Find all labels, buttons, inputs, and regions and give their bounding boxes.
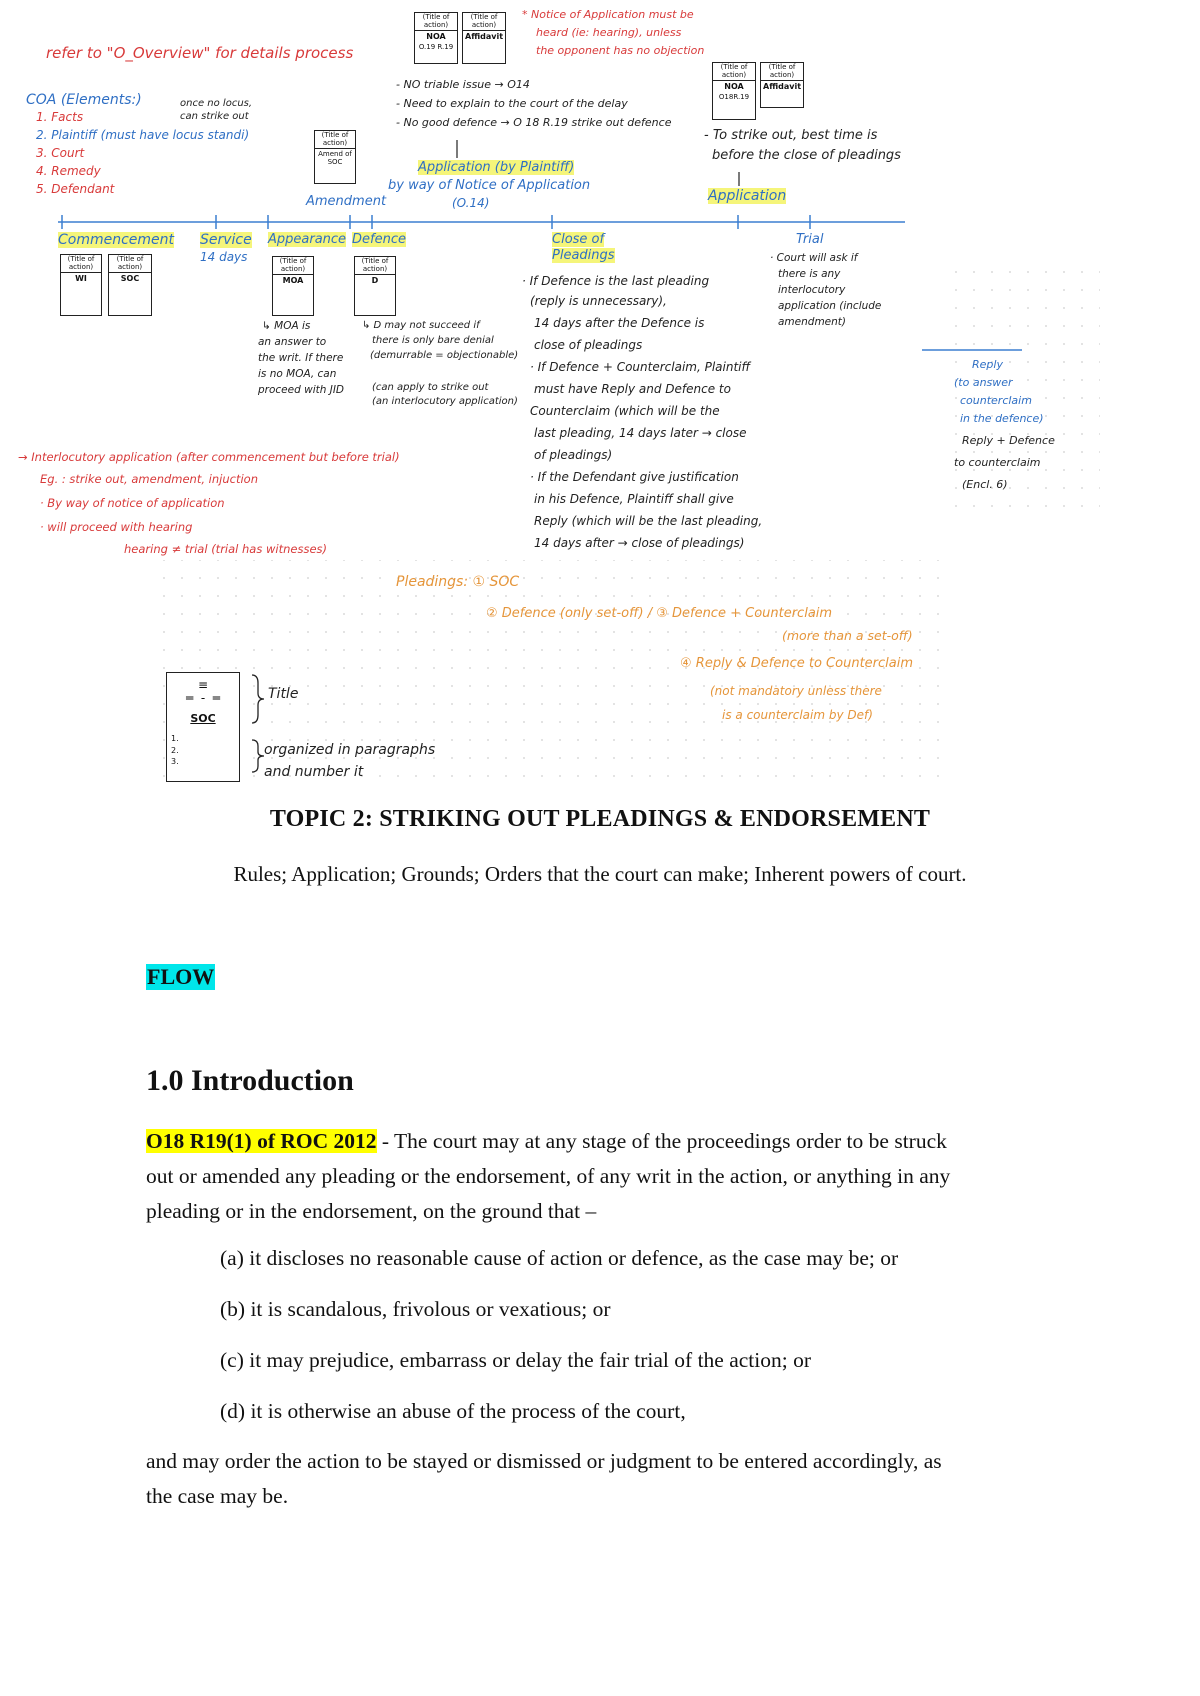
affidavit-doc-box: (Title of action) Affidavit (462, 12, 506, 64)
timeline-label-appearance: Appearance (268, 232, 347, 247)
interlocutory-note: hearing ≠ trial (trial has witnesses) (124, 542, 328, 556)
interlocutory-note: Eg. : strike out, amendment, injuction (40, 472, 258, 486)
moa-note: the writ. If there (258, 352, 344, 364)
amendment-label: Amendment (306, 194, 387, 209)
rule-paragraph (146, 1124, 1066, 1229)
writ-doc-box: (Title of action) WI (60, 254, 102, 316)
close-note: must have Reply and Defence to (534, 382, 731, 396)
pleadings-list-item: is a counterclaim by Def) (722, 708, 873, 722)
trial-note: · Court will ask if (770, 252, 858, 264)
rule-text: - The court may at any stage of the proceedings order to be struck (376, 1129, 947, 1153)
soc-para-note: and number it (264, 764, 364, 780)
soc-doc-box: (Title of action) SOC (108, 254, 152, 316)
reply-note: counterclaim (960, 394, 1032, 407)
service-days: 14 days (200, 250, 248, 264)
reply-note: in the defence) (960, 412, 1044, 425)
timeline-label-commencement: Commencement (58, 232, 175, 248)
coa-item: 1. Facts (36, 110, 84, 124)
rule-text: out or amended any pleading or the endorsement, of any writ in the action, or anything in any (146, 1164, 951, 1188)
close-note: in his Defence, Plaintiff shall give (534, 492, 734, 506)
pleadings-list-item: (more than a set-off) (782, 628, 913, 643)
defence-doc-box: (Title of action) D (354, 256, 396, 316)
reply-note: (Encl. 6) (962, 478, 1008, 491)
close-note: Reply (which will be the last pleading, (534, 514, 763, 528)
close-note: · If Defence is the last pleading (522, 274, 710, 288)
soc-title-note: Title (268, 686, 299, 702)
moa-note: is no MOA, can (258, 368, 337, 380)
close-note: Counterclaim (which will be the (530, 404, 720, 418)
ground-item-d: (d) it is otherwise an abuse of the process of the court, (220, 1399, 686, 1423)
soc-format-box: ≡ ═ - ═ SOC 1. 2. 3. (166, 672, 240, 782)
pleadings-list-item: (not mandatory unless there (710, 684, 882, 698)
middle-note: - Need to explain to the court of the delay (396, 97, 628, 110)
interlocutory-note: → Interlocutory application (after commencement but before trial) (18, 450, 400, 464)
defence-note: ↳ D may not succeed if (362, 320, 480, 331)
pleadings-list-item: ④ Reply & Defence to Counterclaim (680, 656, 914, 671)
trial-note: amendment) (778, 316, 846, 328)
topic-title: TOPIC 2: STRIKING OUT PLEADINGS & ENDORSEMENT (269, 806, 931, 832)
trial-note: interlocutory (778, 284, 846, 296)
close-note: close of pleadings (534, 338, 643, 352)
application-plaintiff-label: Application (by Plaintiff) (418, 160, 575, 175)
middle-note: - No good defence → O 18 R.19 strike out defence (396, 116, 672, 129)
soc-para-note: organized in paragraphs (264, 742, 436, 758)
coa-side-note: can strike out (180, 111, 249, 122)
timeline-label-close-of-pleadings: Close of Pleadings (552, 232, 615, 264)
close-note: · If the Defendant give justification (530, 470, 739, 484)
trial-note: there is any (778, 268, 841, 280)
refer-note: refer to "O_Overview" for details process (46, 44, 354, 62)
defence-note: (demurrable = objectionable) (370, 350, 519, 361)
closing-paragraph (146, 1444, 1066, 1514)
timeline-label-defence: Defence (352, 232, 406, 247)
defence-note: there is only bare denial (372, 335, 494, 346)
closing-text: and may order the action to be stayed or dismissed or judgment to be entered accordingly, as (146, 1449, 942, 1473)
rule-reference: O18 R19(1) of ROC 2012 (146, 1129, 377, 1153)
by-way-notice-note: (O.14) (452, 196, 490, 210)
rule-text: pleading or in the endorsement, on the ground that – (146, 1199, 597, 1223)
notice-note: the opponent has no objection (536, 44, 705, 57)
coa-side-note: once no locus, (180, 98, 253, 109)
moa-note: an answer to (258, 336, 327, 348)
close-note: 14 days after → close of pleadings) (534, 536, 745, 550)
close-note: 14 days after the Defence is (534, 316, 705, 330)
affidavit-right-doc-box: (Title of action) Affidavit (760, 62, 804, 108)
ground-item-b: (b) it is scandalous, frivolous or vexatious; or (220, 1297, 611, 1321)
interlocutory-note: · will proceed with hearing (40, 520, 193, 534)
ground-item-c: (c) it may prejudice, embarrass or delay the fair trial of the action; or (220, 1348, 811, 1372)
notice-note: * Notice of Application must be (522, 8, 694, 21)
noa-doc-box: (Title of action) NOA O.19 R.19 (414, 12, 458, 64)
coa-item: 2. Plaintiff (must have locus standi) (36, 128, 250, 142)
reply-note: Reply + Defence (962, 434, 1055, 447)
coa-title: COA (Elements:) (26, 92, 142, 108)
pleadings-list-item: ② Defence (only set-off) / ③ Defence + Counterclaim (486, 606, 833, 621)
moa-note: ↳ MOA is (262, 320, 311, 332)
moa-doc-box: (Title of action) MOA (272, 256, 314, 316)
section-heading: 1.0 Introduction (146, 1064, 354, 1097)
strike-out-note: - To strike out, best time is (704, 128, 878, 143)
by-way-notice-note: by way of Notice of Application (388, 178, 591, 193)
coa-item: 5. Defendant (36, 182, 115, 196)
coa-item: 3. Court (36, 146, 85, 160)
pleadings-list-item: Pleadings: ① SOC (396, 574, 520, 590)
close-note: of pleadings) (534, 448, 613, 462)
interlocutory-note: · By way of notice of application (40, 496, 225, 510)
amendment-doc-box: (Title of action) Amend of SOC (314, 130, 356, 184)
reply-note: to counterclaim (954, 456, 1041, 469)
handwritten-timeline-diagram (0, 0, 1200, 800)
application-right-label: Application (708, 188, 787, 204)
timeline-label-service: Service (200, 232, 252, 248)
trial-note: application (include (778, 300, 882, 312)
defence-note: (an interlocutory application) (372, 396, 518, 407)
topic-subtitle: Rules; Application; Grounds; Orders that the court can make; Inherent powers of court. (233, 862, 967, 886)
close-note: last pleading, 14 days later → close (534, 426, 747, 440)
flow-link[interactable]: FLOW (147, 964, 215, 989)
middle-note: - NO triable issue → O14 (396, 78, 530, 91)
closing-text: the case may be. (146, 1484, 289, 1508)
noa-right-doc-box: (Title of action) NOA O18R.19 (712, 62, 756, 120)
moa-note: proceed with JID (258, 384, 344, 396)
close-note: (reply is unnecessary), (530, 294, 667, 308)
ground-item-a: (a) it discloses no reasonable cause of action or defence, as the case may be; or (220, 1246, 899, 1270)
reply-note: Reply (972, 358, 1003, 371)
close-note: · If Defence + Counterclaim, Plaintiff (530, 360, 751, 374)
reply-note: (to answer (954, 376, 1013, 389)
coa-item: 4. Remedy (36, 164, 101, 178)
notice-note: heard (ie: hearing), unless (536, 26, 682, 39)
timeline-label-trial: Trial (796, 232, 824, 247)
strike-out-note: before the close of pleadings (712, 148, 901, 163)
defence-note: (can apply to strike out (372, 382, 489, 393)
